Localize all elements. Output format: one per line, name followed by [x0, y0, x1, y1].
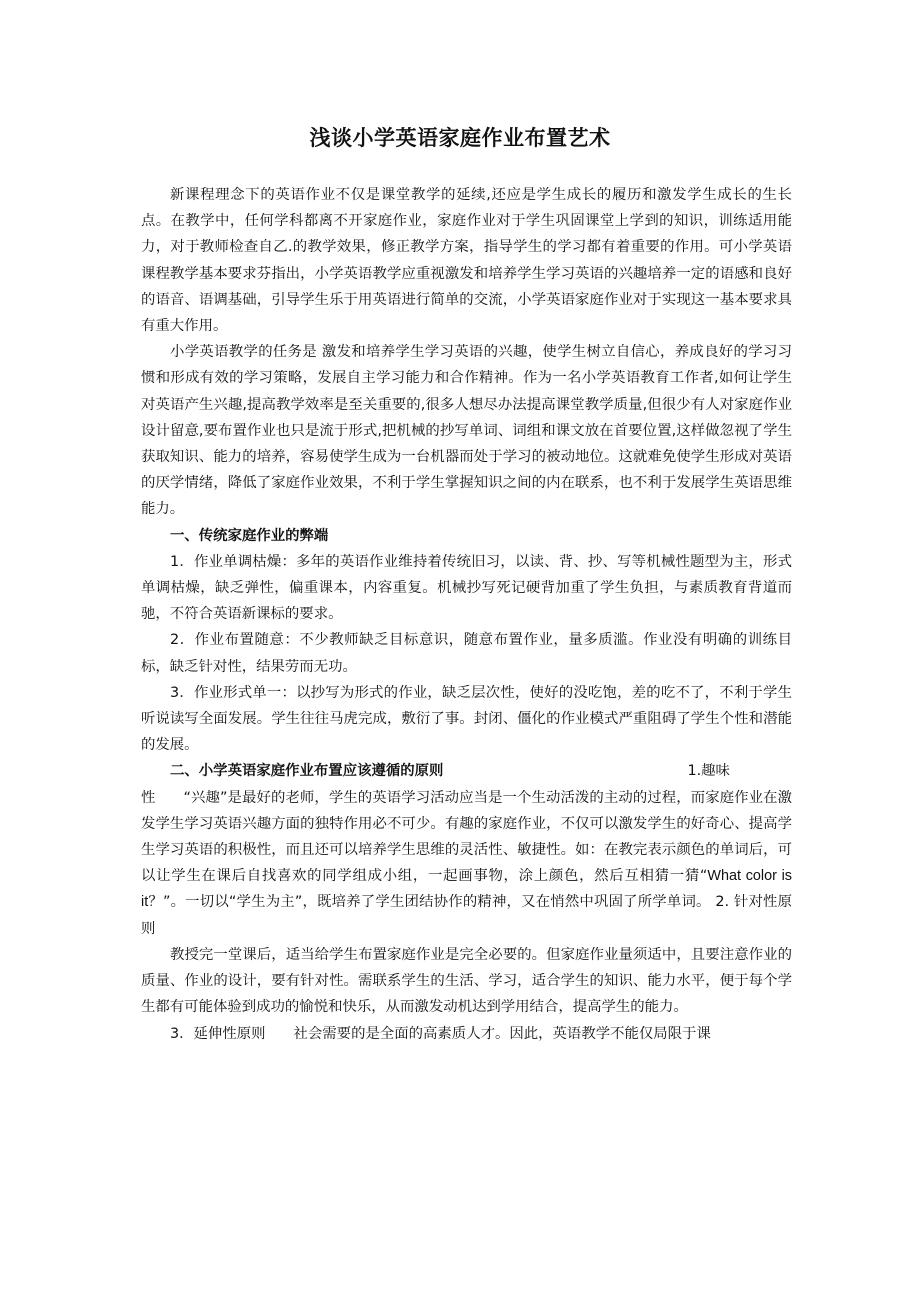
paragraph-point-2: 2．作业布置随意：不少教师缺乏目标意识，随意布置作业，量多质滥。作业没有明确的训练目标，缺乏针对性，结果劳而无功。 [141, 632, 792, 675]
document-body [141, 182, 792, 1047]
principle-1-label-start: 1.趣味 [687, 763, 730, 780]
section-heading-2: 二、小学英语家庭作业布置应该遵循的原则 [170, 763, 444, 780]
paragraph-intro: 新课程理念下的英语作业不仅是课堂教学的延续,还应是学生成长的履历和激发学生成长的生长点。在教学中，任何学科都离不开家庭作业，家庭作业对于学生巩固课堂上学到的知识，训练适用能力，对于教师检查自乙.的教学效果，修正教学方案，指导学生的学习都有着重要的作用。可小学英语课程教学基本要求芬指出，小学英语教学应重视激发和培养学生学习英语的兴趣培养一定的语感和良好的语音、语调基础，引导学生乐于用英语进行简单的交流，小学英语家庭作业对于实现这一基本要求具有重大作用。 [141, 187, 792, 335]
paragraph-point-3: 3．作业形式单一：以抄写为形式的作业，缺乏层次性，使好的没吃饱，差的吃不了，不利于学生听说读写全面发展。学生往往马虎完成，敷衍了事。封闭、僵化的作业模式严重阻碍了学生个性和潜能的发展。 [141, 684, 792, 754]
paragraph-task: 小学英语教学的任务是 激发和培养学生学习英语的兴趣，使学生树立自信心，养成良好的学习习惯和形成有效的学习策略，发展自主学习能力和合作精神。作为一名小学英语教育工作者,如何让学生对英语产生兴趣,提高教学效率是至关重要的,很多人想尽办法提高课堂教学质量,但很少有人对家庭作业设计留意,要布置作业也只是流于形式,把机械的抄写单词、词组和课文放在首要位置,这样做忽视了学生获取知识、能力的培养，容易使学生成为一台机器而处于学习的被动地位。这就难免使学生形成对英语的厌学情绪，降低了家庭作业效果，不利于学生掌握知识之间的内在联系，也不利于发展学生英语思维能力。 [141, 344, 792, 518]
interest-text-end: ？”。一切以“学生为主”，既培养了学生团结协作的精神，又在悄然中巩固了所学单词。 [148, 894, 711, 911]
paragraph-targeted-principle: 教授完一堂课后，适当给学生布置家庭作业是完全必要的。但家庭作业量须适中，且要注意作业的质量、作业的设计，要有针对性。需联系学生的生活、学习，适合学生的知识、能力水平，便于每个学生都有可能体验到成功的愉悦和快乐，从而激发动机达到学用结合，提高学生的能力。 [141, 946, 792, 1016]
document-title: 浅谈小学英语家庭作业布置艺术 [309, 126, 611, 150]
principle-3-label: 3．延伸性原则 [170, 1025, 266, 1042]
english-example: What color is it [141, 868, 792, 911]
interest-text: “兴趣”是最好的老师，学生的英语学习活动应当是一个生动活泼的主动的过程，而家庭作业在激发学生学习英语兴趣方面的独特作用必不可少。有趣的家庭作业，不仅可以激发学生的好奇心、提高学生学习英语的积极性，而且还可以培养学生思维的灵活性、敏捷性。如：在教完表示颜色的单词后，可以让学生在课后自找喜欢的同学组成小组，一起画事物，涂上颜色，然后互相猜一猜“ [141, 789, 792, 885]
principle-2-label: 2. 针对性原则 [141, 894, 792, 937]
paragraph-extension-principle [141, 1021, 792, 1047]
paragraph-interest-principle [141, 785, 792, 942]
section-heading-1: 一、传统家庭作业的弊端 [170, 527, 329, 544]
extension-text: 社会需要的是全面的高素质人才。因此，英语教学不能仅局限于课 [293, 1025, 711, 1042]
section-heading-2-line [141, 758, 792, 784]
principle-1-label-end: 性 [141, 789, 156, 806]
paragraph-point-1: 1．作业单调枯燥：多年的英语作业维持着传统旧习，以读、背、抄、写等机械性题型为主，形式单调枯燥，缺乏弹性，偏重课本，内容重复。机械抄写死记硬背加重了学生负担，与素质教育背道而驰，不符合英语新课标的要求。 [141, 553, 792, 623]
